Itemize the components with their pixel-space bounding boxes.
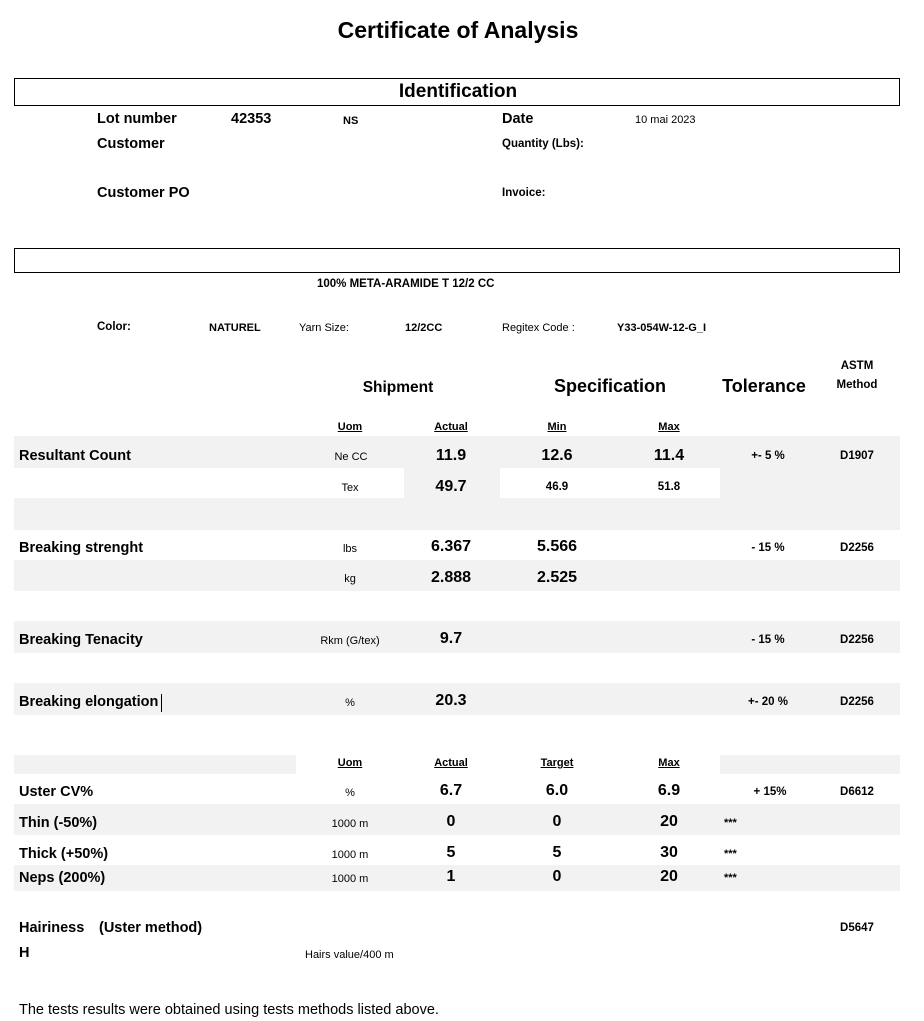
hairiness-label: Hairiness — [19, 920, 85, 936]
thin-uom: 1000 m — [331, 818, 369, 830]
specification-header: Specification — [553, 376, 667, 396]
min-header: Min — [547, 421, 567, 433]
uster-cv-tolerance: + 15% — [753, 786, 787, 798]
breaking-tenacity-actual: 9.7 — [439, 630, 463, 647]
document-title: Certificate of Analysis — [337, 17, 579, 43]
breaking-elongation-uom: % — [345, 697, 355, 709]
thick-max: 30 — [660, 844, 678, 861]
lot-number-label: Lot number — [97, 111, 177, 127]
uster-cv-max: 6.9 — [657, 782, 681, 799]
uster-max-header: Max — [658, 757, 680, 769]
band-neps — [14, 865, 900, 891]
resultant-count-uom1: Ne CC — [334, 451, 368, 463]
resultant-count-actual1: 11.9 — [435, 447, 467, 464]
breaking-strength-uom1: lbs — [342, 543, 358, 555]
resultant-count-tolerance: +- 5 % — [751, 450, 785, 462]
astm-header-line2: Method — [836, 379, 878, 391]
breaking-strength-actual2: 2.888 — [430, 569, 472, 586]
resultant-count-label: Resultant Count — [19, 448, 131, 464]
uster-cv-method: D6612 — [840, 786, 874, 798]
thick-uom: 1000 m — [331, 849, 369, 861]
product-header-box — [14, 248, 900, 273]
neps-max: 20 — [660, 868, 678, 885]
identification-heading: Identification — [398, 81, 518, 102]
neps-uom: 1000 m — [331, 873, 369, 885]
uster-target-header: Target — [540, 757, 574, 769]
thin-tolerance: *** — [724, 817, 737, 829]
neps-target: 0 — [552, 868, 562, 885]
resultant-count-method: D1907 — [840, 450, 874, 462]
resultant-count-max2: 51.8 — [657, 481, 681, 493]
uom-header: Uom — [337, 421, 363, 433]
breaking-tenacity-label: Breaking Tenacity — [19, 632, 143, 648]
breaking-elongation-method: D2256 — [840, 696, 874, 708]
tolerance-header: Tolerance — [722, 376, 806, 396]
uster-cv-target: 6.0 — [545, 782, 569, 799]
footer-note: The tests results were obtained using tests methods listed above. — [19, 1002, 439, 1018]
breaking-strength-label: Breaking strenght — [19, 540, 144, 556]
band-uster-header-right — [720, 755, 900, 774]
lot-number-value: 42353 — [231, 111, 272, 127]
breaking-strength-uom2: kg — [344, 573, 356, 585]
max-header: Max — [658, 421, 680, 433]
regitex-label: Regitex Code : — [502, 322, 575, 334]
quantity-label: Quantity (Lbs): — [502, 138, 584, 150]
breaking-elongation-label: Breaking elongation — [19, 694, 159, 710]
yarn-size-value: 12/2CC — [405, 322, 443, 334]
hairiness-method-note: (Uster method) — [99, 920, 203, 936]
neps-tolerance: *** — [724, 872, 737, 884]
date-value: 10 mai 2023 — [635, 114, 696, 126]
breaking-elongation-tolerance: +- 20 % — [748, 696, 788, 708]
thick-target: 5 — [552, 844, 562, 861]
breaking-strength-actual1: 6.367 — [430, 538, 472, 555]
band-thin — [14, 804, 900, 835]
astm-header-line1: ASTM — [840, 360, 874, 372]
uster-cv-label: Uster CV% — [19, 784, 94, 800]
breaking-tenacity-uom: Rkm (G/tex) — [320, 635, 380, 647]
resultant-count-min1: 12.6 — [541, 447, 573, 464]
resultant-count-uom2: Tex — [341, 482, 359, 494]
breaking-strength-method: D2256 — [840, 542, 874, 554]
band-empty — [14, 498, 900, 530]
actual-header: Actual — [434, 421, 468, 433]
lot-code: NS — [343, 115, 359, 127]
text-cursor — [161, 694, 162, 712]
uster-cv-uom: % — [345, 787, 355, 799]
thick-tolerance: *** — [724, 848, 737, 860]
customer-po-label: Customer PO — [97, 185, 190, 201]
breaking-tenacity-tolerance: - 15 % — [751, 634, 785, 646]
color-label: Color: — [97, 321, 131, 333]
yarn-size-label: Yarn Size: — [299, 322, 349, 334]
thin-label: Thin (-50%) — [19, 815, 98, 831]
resultant-count-actual2: 49.7 — [435, 478, 467, 495]
resultant-count-max1: 11.4 — [653, 447, 685, 464]
resultant-count-min2: 46.9 — [545, 481, 569, 493]
thin-target: 0 — [552, 813, 562, 830]
date-label: Date — [502, 111, 534, 127]
thick-label: Thick (+50%) — [19, 846, 109, 862]
hairiness-h-label: H — [19, 945, 30, 961]
hairiness-method: D5647 — [840, 922, 874, 934]
uster-cv-actual: 6.7 — [439, 782, 463, 799]
breaking-strength-min2: 2.525 — [536, 569, 578, 586]
uster-uom-header: Uom — [337, 757, 363, 769]
regitex-value: Y33-054W-12-G_I — [617, 322, 707, 334]
customer-label: Customer — [97, 136, 165, 152]
hairiness-uom: Hairs value/400 m — [305, 949, 394, 961]
breaking-elongation-actual: 20.3 — [435, 692, 467, 709]
uster-actual-header: Actual — [434, 757, 468, 769]
thin-max: 20 — [660, 813, 678, 830]
color-value: NATUREL — [209, 322, 261, 334]
neps-actual: 1 — [446, 868, 456, 885]
invoice-label: Invoice: — [502, 187, 546, 199]
breaking-strength-min1: 5.566 — [536, 538, 578, 555]
thin-actual: 0 — [446, 813, 456, 830]
shipment-header: Shipment — [362, 379, 434, 396]
neps-label: Neps (200%) — [19, 870, 106, 886]
breaking-tenacity-method: D2256 — [840, 634, 874, 646]
product-description: 100% META-ARAMIDE T 12/2 CC — [317, 278, 495, 290]
thick-actual: 5 — [446, 844, 456, 861]
breaking-strength-tolerance: - 15 % — [751, 542, 785, 554]
band-uster-header-left — [14, 755, 296, 774]
